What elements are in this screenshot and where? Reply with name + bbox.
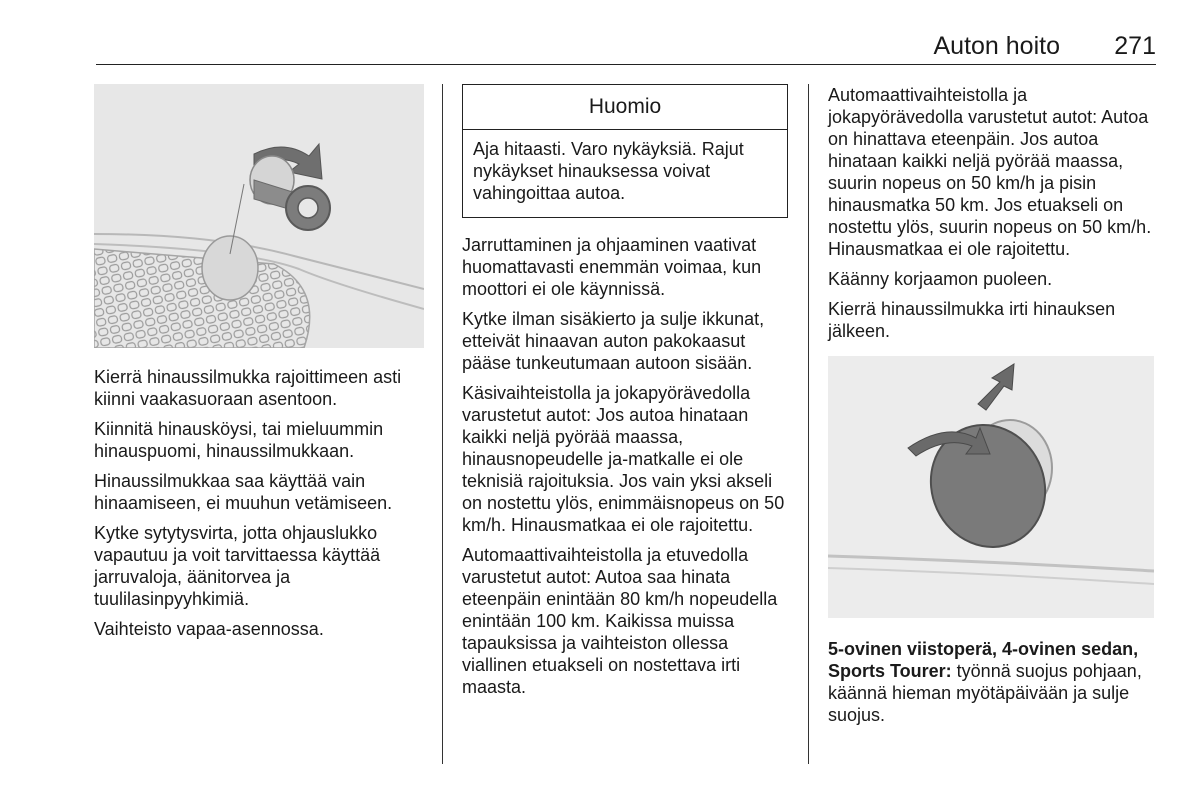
column-divider-2 [808,84,809,764]
paragraph: Hinaussilmukkaa saa käyttää vain hinaamiseen, ei muuhun vetämiseen. [94,471,393,513]
notice-body: Aja hitaasti. Varo nykäyksiä. Rajut nykäykset hinauksessa voivat vahingoittaa autoa. [473,139,744,203]
paragraph: Vaihteisto vapaa-asennossa. [94,619,324,639]
caption-text: työnnä suojus pohjaan, käännä hieman myötäpäivään ja sulje suojus. [828,661,1142,725]
section-title: Auton hoito [933,32,1060,60]
notice-box [462,84,788,218]
paragraph: Kytke sytytysvirta, jotta ohjauslukko vapautuu ja voit tarvittaessa käyttää jarruvaloja, äänitorvea ja tuulilasinpyyhkimiä. [94,523,381,609]
paragraph: Kierrä hinaussilmukka rajoittimeen asti kiinni vaakasuoraan asentoon. [94,367,402,409]
column-3-text [828,84,1158,350]
towing-eye-illustration [94,84,424,348]
header-rule [96,64,1156,65]
column-2-text [462,234,792,706]
paragraph: Automaattivaihteistolla ja jokapyörävedolla varustetut autot: Autoa on hinattava eteenpäin. Jos autoa hinataan kaikki neljä pyörää maassa, suurin nopeus on 50 km/h ja pisin hinausmatka 50 km. Jos etuakseli on nostettu ylös, suurin nopeus on 50 km/h. Hinausmatkaa ei ole rajoitettu. [828,85,1152,259]
notice-title: Huomio [463,85,787,130]
paragraph: Jarruttaminen ja ohjaaminen vaativat huomattavasti enemmän voimaa, kun moottori ei ole käynnissä. [462,235,762,299]
column-1-text [94,366,424,648]
cover-cap-caption [828,638,1158,734]
page-number: 271 [1114,32,1156,60]
caption-bold: 5-ovinen viistoperä, 4-ovinen sedan, Sports Tourer: [828,639,1139,681]
paragraph: Käänny korjaamon puoleen. [828,269,1053,289]
paragraph: Käsivaihteistolla ja jokapyörävedolla varustetut autot: Jos autoa hinataan kaikki neljä pyörää maassa, hinausnopeudelle ja-matkalle ei ole teknisiä rajoituksia. Jos vain yksi akseli on nostettu ylös, enimmäisnopeus on 50 km/h. Hinausmatkaa ei ole rajoitettu. [462,383,785,535]
column-divider-1 [442,84,443,764]
paragraph: Kytke ilman sisäkierto ja sulje ikkunat, etteivät hinaavan auton pakokaasut pääse tunkeutumaan autoon sisään. [462,309,765,373]
paragraph: Kiinnitä hinausköysi, tai mieluummin hinauspuomi, hinaussilmukkaan. [94,419,384,461]
cover-cap-illustration [828,356,1154,618]
paragraph: Kierrä hinaussilmukka irti hinauksen jälkeen. [828,299,1116,341]
paragraph: Automaattivaihteistolla ja etuvedolla varustetut autot: Autoa saa hinata eteenpäin enintään 80 km/h nopeudella enintään 100 km. Kaikissa muissa tapauksissa ja vaihteiston ollessa viallinen etuakseli on nostettava irti maasta. [462,545,778,697]
